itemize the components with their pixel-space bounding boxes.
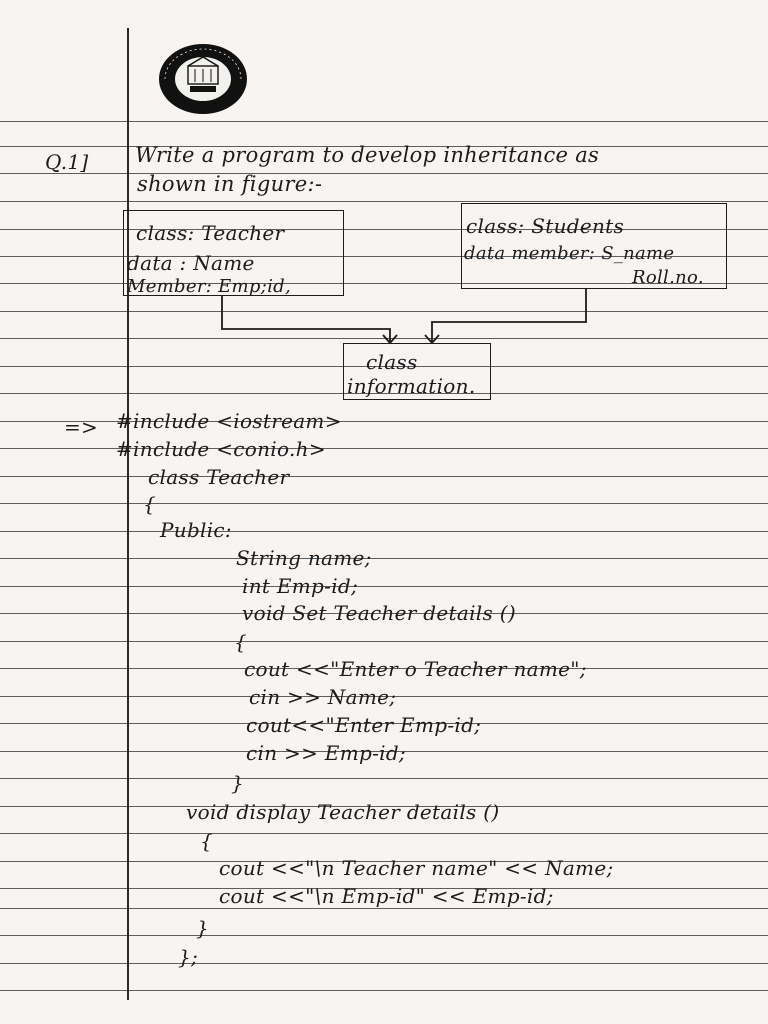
answer-arrow: => [64, 415, 99, 439]
question-line-1: Write a program to develop inheritance as [135, 143, 600, 167]
code-line: { [200, 829, 214, 853]
code-line: #include <conio.h> [116, 437, 326, 461]
code-line: String name; [236, 546, 372, 570]
code-line: { [234, 630, 248, 654]
code-line: class Teacher [148, 465, 290, 489]
information-box-line-2: information. [347, 374, 476, 398]
question-line-2: shown in figure:- [137, 172, 323, 196]
code-line: cout <<"Enter o Teacher name"; [244, 657, 587, 681]
students-box-line-2: data member: S_name [464, 243, 675, 264]
code-line: cin >> Name; [249, 685, 397, 709]
code-line: void Set Teacher details () [242, 601, 516, 625]
question-number: Q.1] [45, 150, 89, 174]
code-line: }; [178, 945, 199, 969]
information-box-line-1: class [366, 350, 418, 374]
code-line: } [196, 916, 210, 940]
code-line: #include <iostream> [116, 409, 342, 433]
teacher-box-line-1: class: Teacher [136, 221, 285, 245]
code-line: cout <<"\n Teacher name" << Name; [219, 856, 614, 880]
code-line: cin >> Emp-id; [246, 741, 406, 765]
code-line: cout <<"\n Emp-id" << Emp-id; [219, 884, 554, 908]
teacher-box-line-3: Member: Emp;id, [127, 276, 292, 297]
teacher-box-line-2: data : Name [127, 251, 255, 275]
students-box-line-3: Roll.no. [632, 267, 704, 288]
code-line: int Emp-id; [242, 574, 359, 598]
code-line: void display Teacher details () [186, 800, 500, 824]
code-line: { [143, 492, 157, 516]
code-line: cout<<"Enter Emp-id; [246, 713, 482, 737]
code-line: } [231, 771, 245, 795]
code-line: Public: [160, 518, 232, 542]
students-box-line-1: class: Students [466, 214, 625, 238]
